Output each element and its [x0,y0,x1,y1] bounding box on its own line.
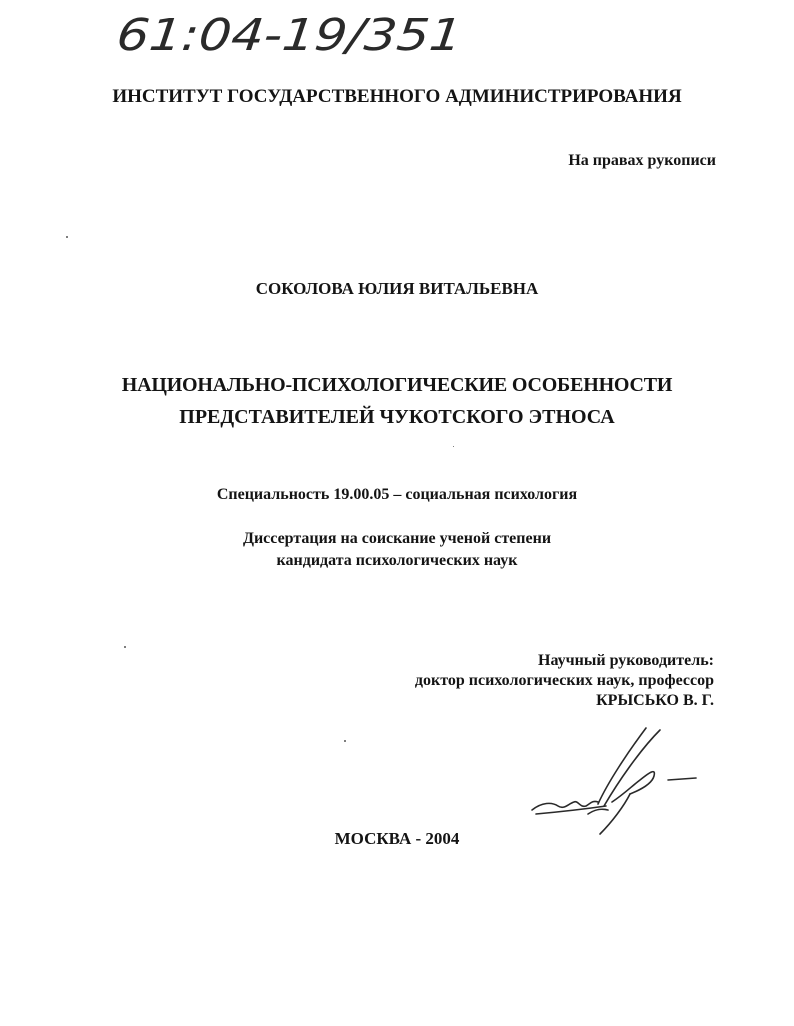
scan-speck [453,446,454,447]
manuscript-note: На правах рукописи [568,152,716,169]
specialty: Специальность 19.00.05 – социальная психология [216,486,578,503]
supervisor-label: Научный руководитель: [538,652,714,669]
signature [528,722,708,842]
place-and-year: МОСКВА - 2004 [334,829,460,848]
scan-speck [344,740,346,742]
author-name: СОКОЛОВА ЮЛИЯ ВИТАЛЬЕВНА [255,279,539,298]
institute-name: ИНСТИТУТ ГОСУДАРСТВЕННОГО АДМИНИСТРИРОВАНИЯ [112,86,682,107]
degree-line-2: кандидата психологических наук [276,552,518,569]
scan-speck [124,646,126,648]
handwritten-code-text: 61:04-19/351 [118,10,417,60]
supervisor-name: КРЫСЬКО В. Г. [596,692,714,709]
supervisor-credentials: доктор психологических наук, профессор [414,672,714,689]
degree-line-1: Диссертация на соискание ученой степени [242,530,552,547]
thesis-title-line-1: НАЦИОНАЛЬНО-ПСИХОЛОГИЧЕСКИЕ ОСОБЕННОСТИ [121,374,673,396]
handwritten-archive-code [118,6,478,60]
scan-speck [66,236,68,238]
thesis-title-line-2: ПРЕДСТАВИТЕЛЕЙ ЧУКОТСКОГО ЭТНОСА [179,406,615,428]
